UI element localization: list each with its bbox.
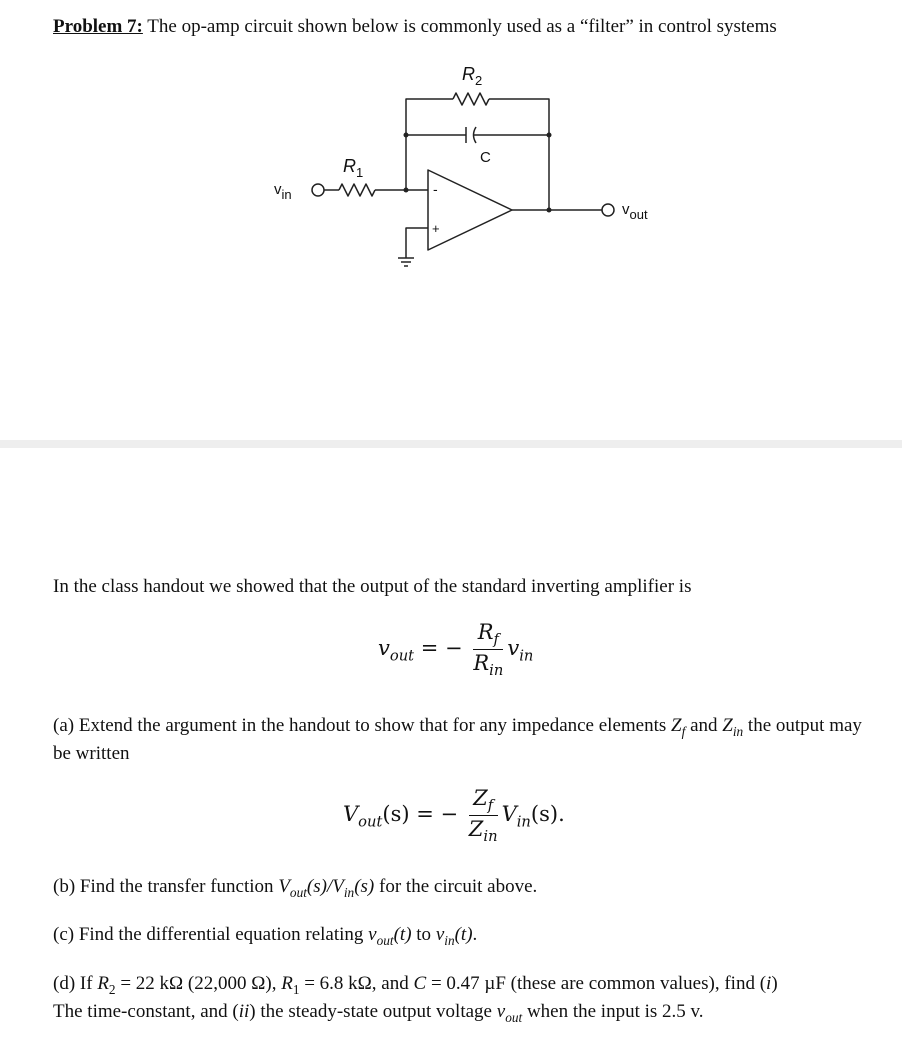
page-2	[0, 448, 902, 1062]
part-c: (c) Find the differential equation relating $v_{out}(t)$ to $v_{in}(t)$.	[53, 924, 478, 948]
noninverting-input-sign: +	[432, 221, 440, 236]
r2-resistor	[453, 93, 489, 105]
part-b: (b) Find the transfer function $V_{out}(s)/V_{in}(s)$ for the circuit above.	[53, 876, 538, 900]
vout-label: vout	[622, 201, 648, 222]
impedance-equation: $V_{out}(s)$ = − $\frac{Z_f}{Z_{in}}$ $V_{in}(s)$.	[343, 786, 565, 846]
r2-wire-right	[489, 99, 549, 135]
junction-node	[547, 133, 552, 138]
r1-label: $R_1$	[343, 156, 364, 180]
op-amp-circuit-diagram	[240, 58, 660, 273]
inverting-input-sign: -	[433, 181, 438, 197]
part-a: (a) Extend the argument in the handout to show that for any impedance elements $Z_f$ and $Z_{in}$ the output may be written	[53, 715, 862, 764]
op-amp-triangle	[428, 170, 512, 250]
part-d: (d) If $R_2 = 22$ kΩ (22,000 Ω), $R_1 = 6.8$ kΩ, and C = 0.47 µF (these are common values), find (i) The time-constant, and (ii) the steady-state output voltage $v_{out}$ when the input is 2.5 v.	[53, 973, 778, 1025]
r1-resistor	[339, 184, 375, 196]
intro-text: In the class handout we showed that the output of the standard inverting amplifier is	[53, 576, 692, 597]
page-separator	[0, 440, 902, 448]
vin-label: vin	[274, 181, 292, 202]
c-label: C	[480, 149, 491, 166]
problem-heading	[53, 16, 777, 38]
ground-wire	[406, 228, 428, 258]
junction-node	[404, 133, 409, 138]
junction-node	[404, 188, 409, 193]
page-1	[0, 0, 902, 440]
vout-terminal	[602, 204, 614, 216]
problem-statement: The op-amp circuit shown below is commonly used as a “filter” in control systems	[142, 16, 777, 37]
problem-label: Problem 7:	[53, 16, 143, 37]
inverting-amp-equation: $v_{out}$ = − $\frac{R_f}{R_{in}}$ $v_{in}$	[378, 620, 534, 680]
junction-node	[547, 208, 552, 213]
vin-terminal	[312, 184, 324, 196]
r2-label: $R_2$	[462, 64, 483, 88]
r2-wire	[406, 99, 453, 135]
